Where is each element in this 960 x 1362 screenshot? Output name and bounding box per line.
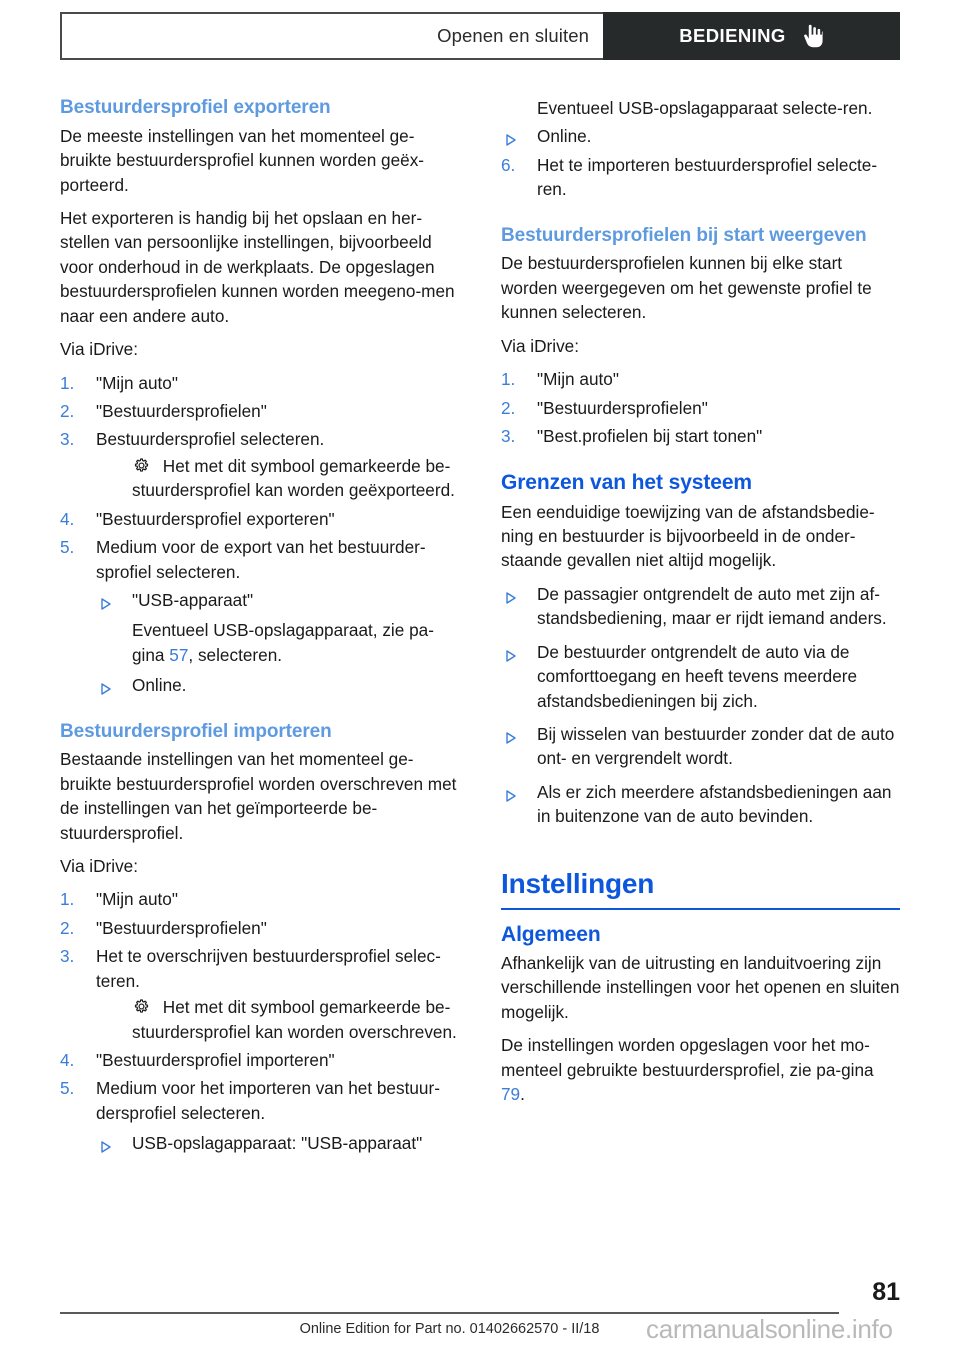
list-item [60, 887, 459, 911]
list-item [501, 424, 900, 448]
spacer [60, 704, 459, 720]
content-columns [60, 96, 900, 1162]
page-reference-79[interactable]: 79 [501, 1084, 521, 1105]
paragraph-export-1: De meeste instellingen van het momenteel ge-bruikte bestuurdersprofiel kunnen worden geëx-porteerd. [60, 125, 425, 195]
bullet-text: De bestuurder ontgrendelt de auto via de comforttoegang en heeft tevens meerdere afstandsbedieningen bij zich. [537, 641, 858, 711]
step-number: 4. [60, 508, 75, 529]
step-text: Het te importeren bestuurdersprofiel selecte-ren. [537, 154, 878, 200]
list-export-steps [60, 371, 459, 698]
list-item [60, 944, 459, 1044]
paragraph-import-via-idrive: Via iDrive: [60, 856, 139, 877]
triangle-bullet-icon [505, 587, 517, 601]
paragraph-general-2-text-a: De instellingen worden opgeslagen voor het mo-menteel gebruikte bestuurdersprofiel, zie pa-gina [501, 1035, 874, 1080]
bullet-text: USB-opslagapparaat: "USB-apparaat" [132, 1133, 423, 1154]
usb-sub-note-text-b: , selecteren. [188, 644, 283, 665]
spacer [501, 208, 900, 224]
bullet-text: Als er zich meerdere afstandsbedieningen aan in buitenzone van de auto bevinden. [537, 781, 892, 827]
list-import-steps [60, 887, 459, 1155]
step-number: 3. [501, 425, 516, 446]
triangle-bullet-icon [505, 727, 517, 741]
paragraph-show-at-start-via-idrive: Via iDrive: [501, 335, 580, 356]
step-number: 1. [501, 369, 516, 390]
bullet-text: Online. [537, 126, 592, 147]
list-item [60, 371, 459, 395]
header-chapter-label: Openen en sluiten [437, 25, 589, 46]
spacer [501, 838, 900, 868]
spacer [501, 915, 900, 922]
step-number: 5. [60, 1078, 75, 1099]
header-section-label: BEDIENING [679, 25, 786, 46]
right-column [501, 96, 900, 1162]
list-item [501, 780, 900, 829]
list-item [96, 588, 459, 667]
paragraph-general-2-text-b: . [520, 1084, 525, 1105]
usb-sub-note [132, 618, 459, 667]
bullet-text: Online. [132, 675, 187, 696]
step-text: Medium voor het importeren van het bestuur-dersprofiel selecteren. [96, 1078, 440, 1123]
step-number: 5. [60, 537, 75, 558]
step-text: "Bestuurdersprofielen" [96, 917, 267, 938]
list-item [60, 399, 459, 423]
heading-show-profiles-at-start: Bestuurdersprofielen bij start weergeven [501, 224, 867, 246]
list-item [501, 640, 900, 713]
list-show-at-start-steps [501, 367, 900, 448]
left-column [60, 96, 459, 1162]
paragraph-show-at-start-1: De bestuurdersprofielen kunnen bij elke start worden weergegeven om het gewenste profiel te kunnen selecteren. [501, 253, 872, 323]
list-import-media-options-continued [501, 124, 900, 148]
bullet-text: Bij wisselen van bestuurder zonder dat de auto ont- en vergrendelt wordt. [537, 723, 895, 769]
step-text: "Mijn auto" [537, 369, 619, 390]
list-item [96, 673, 459, 697]
triangle-bullet-icon [505, 785, 517, 799]
step-text: Het te overschrijven bestuurdersprofiel selec-teren. [96, 946, 441, 991]
triangle-bullet-icon [100, 678, 112, 692]
list-item [501, 153, 900, 202]
header-section-box [603, 12, 900, 60]
gear-icon [132, 456, 163, 476]
step-number: 2. [501, 397, 516, 418]
list-item [501, 396, 900, 420]
step-text: "Mijn auto" [96, 889, 178, 910]
list-item [501, 367, 900, 391]
note-text: Het met dit symbool gemarkeerde be-stuurdersprofiel kan worden geëxporteerd. [132, 455, 455, 501]
list-import-steps-continued [501, 153, 900, 202]
pointing-hand-icon [802, 23, 824, 49]
list-import-media-options [96, 1131, 459, 1155]
bullet-text: "USB-apparaat" [132, 589, 254, 610]
step-number: 2. [60, 400, 75, 421]
paragraph-export-via-idrive: Via iDrive: [60, 339, 139, 360]
list-export-media-options [96, 588, 459, 698]
spacer [501, 454, 900, 470]
note-text: Het met dit symbool gemarkeerde be-stuurdersprofiel kan worden overschreven. [132, 997, 457, 1042]
list-item [60, 916, 459, 940]
heading-general: Algemeen [501, 922, 601, 946]
triangle-bullet-icon [505, 645, 517, 659]
step-number: 1. [60, 372, 75, 393]
list-item [501, 582, 900, 631]
triangle-bullet-icon [100, 1136, 112, 1150]
step-number: 4. [60, 1050, 75, 1070]
heading-system-limits: Grenzen van het systeem [501, 471, 752, 495]
note-import-symbol [96, 995, 459, 1044]
triangle-bullet-icon [505, 129, 517, 143]
paragraph-export-2: Het exporteren is handig bij het opslaan en her-stellen van persoonlijke instellingen, bijvoorbeeld voor onderhoud in de werkplaats. De opgeslagen bestuurdersprofielen kunnen worden meegeno-men naar een andere auto. [60, 208, 455, 326]
list-item [60, 1048, 459, 1072]
step-number: 3. [60, 429, 75, 450]
step-number: 6. [501, 154, 516, 175]
step-text: "Bestuurdersprofiel exporteren" [96, 508, 335, 529]
page-number: 81 [872, 1278, 900, 1306]
page-reference-57[interactable]: 57 [169, 644, 189, 665]
step-number: 2. [60, 917, 75, 938]
step-number: 1. [60, 889, 75, 910]
gear-icon [132, 997, 163, 1017]
list-item [501, 124, 900, 148]
list-item [60, 535, 459, 698]
bullet-text: De passagier ontgrendelt de auto met zijn af-standsbediening, maar er rijdt iemand anders. [537, 583, 887, 629]
note-export-symbol [96, 454, 459, 503]
list-item [501, 722, 900, 771]
triangle-bullet-icon [100, 593, 112, 607]
list-item [60, 507, 459, 531]
paragraph-general-2 [501, 1033, 900, 1106]
paragraph-import-1: Bestaande instellingen van het momenteel ge-bruikte bestuurdersprofiel worden overschreven met de instellingen van het geïmporteerde be-stuurdersprofiel. [60, 749, 457, 843]
header-chapter-box [60, 12, 603, 60]
step-number: 3. [60, 946, 75, 967]
step-text: "Bestuurdersprofielen" [537, 397, 708, 418]
step-text: "Mijn auto" [96, 372, 178, 393]
step-text: "Bestuurdersprofiel importeren" [96, 1050, 335, 1070]
heading-import-profile: Bestuurdersprofiel importeren [60, 720, 332, 742]
list-system-limits [501, 582, 900, 829]
list-item [60, 427, 459, 502]
step-text: Bestuurdersprofiel selecteren. [96, 429, 325, 450]
footer-edition-note: Online Edition for Part no. 01402662570 - II/18 [299, 1321, 600, 1337]
step-text: Medium voor de export van het bestuurder-sprofiel selecteren. [96, 537, 426, 582]
page-header [60, 12, 900, 60]
paragraph-general-1: Afhankelijk van de uitrusting en landuitvoering zijn verschillende instellingen voor het openen en sluiten mogelijk. [501, 953, 900, 1022]
step-text: "Best.profielen bij start tonen" [537, 425, 763, 446]
site-watermark: carmanualsonline.info [646, 1314, 893, 1344]
step-text: "Bestuurdersprofielen" [96, 400, 267, 421]
list-item [60, 1076, 459, 1155]
usb-sub-note-text-a: Eventueel USB-opslagapparaat, zie pa-gina [132, 620, 434, 665]
heading-export-profile: Bestuurdersprofiel exporteren [60, 97, 331, 118]
paragraph-system-limits: Een eenduidige toewijzing van de afstandsbedie-ning en bestuurder is bijvoorbeeld in de onder-staande gevallen niet altijd mogelijk. [501, 501, 875, 571]
usb-sub-note-continued: Eventueel USB-opslagapparaat selecte-ren. [537, 98, 873, 118]
list-item [96, 1131, 459, 1155]
heading-settings: Instellingen [501, 868, 900, 910]
